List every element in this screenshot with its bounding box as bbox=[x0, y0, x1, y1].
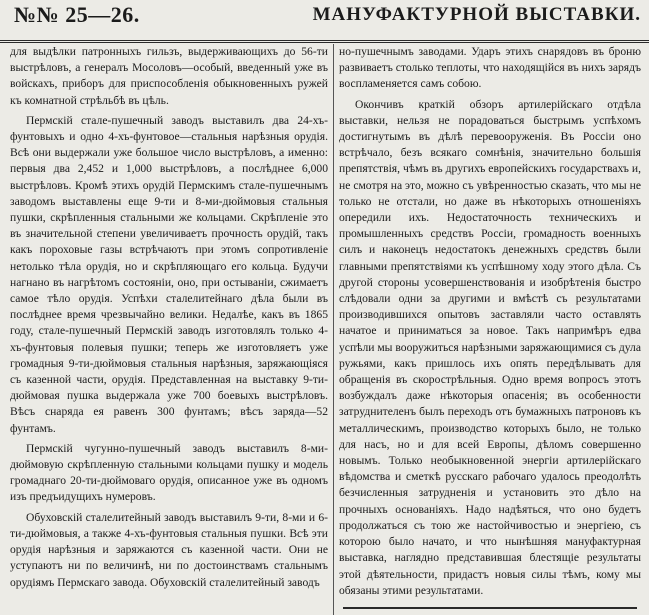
paragraph: для выдѣлки патронныхъ гильзъ, выдерживающихъ до 56-ти выстрѣловъ, а генералъ Мосоловъ—особый, введенный уже въ войскахъ, приборъ для приспособленія обыкновенныхъ ружей къ комнатной стрѣльбѣ въ цѣль. bbox=[10, 45, 328, 107]
paragraph: Пермскій чугунно-пушечный заводъ выставилъ 8-ми-дюймовую скрѣпленную стальными кольцами пушку и модель громаднаго 20-ти-дюймоваго орудія, описанное уже въ одномъ изъ предъидущихъ нумеровъ. bbox=[10, 441, 328, 504]
issue-number: №№ 25—26. bbox=[14, 2, 140, 27]
running-title: МАНУФАКТУРНОЙ ВЫСТАВКИ. bbox=[312, 4, 641, 25]
paragraph: Окончивъ краткій обзоръ артилерійскаго отдѣла выставки, нельзя не порадоваться быстрымъ успѣхомъ достигнутымъ въ дѣлѣ перевооруженія. Въ Россіи оно встрѣчало, безъ всякаго сомнѣнія, значительно большія препятствія, чѣмъ въ другихъ европейскихъ государствахъ и, не смотря на это, можно съ увѣренностью сказать, что мы не только не отстали, но даже въ нѣкоторыхъ отношеніяхъ опередили ихъ. Недостаточность техническихъ и промышленныхъ средствъ Россіи, громадность военныхъ силъ и наконецъ недостатокъ денежныхъ средствъ были главными препятствіями къ успѣшному ходу этого дѣла. Съ другой стороны усовершенствованія и изобрѣтенія быстро слѣдовали одни за другими и вмѣстѣ съ результатами производившихся опытовъ заставляли часто оставлять начатое и приниматься за новое. Такъ напримѣръ едва успѣли мы вооружиться нарѣзными заряжающимися съ дула ружьями, какъ пришлось ихъ опять передѣлывать для обращенія въ скорострѣльныя. Одно время вопросъ этотъ возбуждалъ даже нѣкоторыя опасенія; въ особенности затруднителенъ былъ переходъ отъ бумажныхъ патроновъ къ металлическимъ, производство которыхъ было, не только для насъ, но и для всей Европы, дѣломъ совершенно новымъ. Только необыкновенной энергіи артилерійскаго вѣдомства и сметкѣ русскаго рабочаго удалось преодолѣть безчисленныя затрудненія и установить это дѣло на прочныхъ основаніяхъ. Надо надѣяться, что оно будетъ продолжаться съ тою же настойчивостью и энергіею, съ которою было начато, и что нынѣшняя мануфактурная выставка, наглядно представившая блестящіе результаты этой дѣятельности, придастъ новыя силы тѣмъ, кому мы обязаны этими результатами. bbox=[339, 97, 641, 597]
right-column bbox=[339, 44, 641, 615]
left-column bbox=[10, 44, 328, 615]
paragraph: Пермскій стале-пушечный заводъ выставилъ два 24-хъ-фунтовыхъ и одно 4-хъ-фунтовое—стальныя нарѣзныя орудія. Всѣ они выдержали уже большое число выстрѣловъ, а именно: первыя два 2,452 и 1,000 выстрѣловъ, а послѣднее 6,000 выстрѣловъ. Кромѣ этихъ орудій Пермскимъ стале-пушечнымъ заводомъ выставлены еще 9-ти и 8-ми-дюймовыя стальныя пушки, скрѣпленныя стальными же кольцами. Скрѣпленіе это въ значительной степени увеличиваетъ прочность орудій, такъ какъ пороховые газы встрѣчаютъ при этомъ сопротивленіе нетолько тѣла орудія, но и скрѣпляющаго его кольца. Будучи нагнано въ нагрѣтомъ состояніи, оно, при остываніи, сжимаетъ самое тѣло орудія. Успѣхи сталелитейнаго дѣла были въ послѣднее время чрезвычайно велики. Недалѣе, какъ въ 1865 году, стале-пушечный Пермскій заводъ изготовлялъ только 4-хъ-фунтовыя полевыя пушки; теперь же изготовляетъ уже громадныя 9-ти-дюймовыя стальныя нарѣзныя, заряжающіяся съ казенной части, орудія. Представленная на выставку 9-ти-дюймовая пушка выдержала уже 700 боевыхъ выстрѣловъ. Вѣсъ снаряда ея равенъ 300 фунтамъ; вѣсъ заряда—52 фунтамъ. bbox=[10, 113, 328, 435]
page-header bbox=[0, 0, 649, 42]
header-double-rule bbox=[0, 40, 649, 43]
paragraph: но-пушечнымъ заводами. Ударъ этихъ снарядовъ въ броню развиваетъ столько теплоты, что находящійся въ нихъ зарядъ воспламеняется самъ собою. bbox=[339, 45, 641, 91]
column-divider bbox=[333, 44, 334, 615]
section-end-rule bbox=[343, 607, 637, 609]
paragraph: Обуховскій сталелитейный заводъ выставилъ 9-ти, 8-ми и 6-ти-дюймовыя, а также 4-хъ-фунтовыя стальныя пушки. Всѣ эти орудія нарѣзныя и заряжаются съ казенной части. Они не уступаютъ ни по величинѣ, ни по достоинствамъ стальнымъ орудіямъ Пермскаго завода. Обуховскій сталелитейный заводъ bbox=[10, 510, 328, 589]
